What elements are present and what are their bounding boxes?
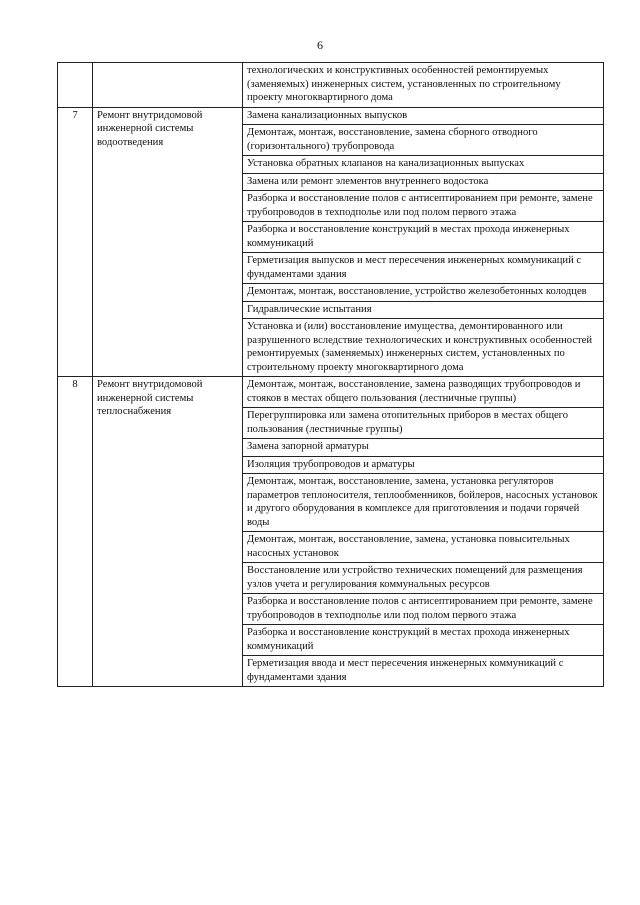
section-title: Ремонт внутридомовой инженерной системы теплоснабжения: [93, 377, 243, 687]
work-item: Разборка и восстановление конструкций в местах прохода инженерных коммуникаций: [243, 625, 604, 656]
work-item: Демонтаж, монтаж, восстановление, замена сборного отводного (горизонтального) трубопровода: [243, 125, 604, 156]
works-table-body: [58, 63, 604, 687]
row-number-cell: [58, 63, 93, 108]
work-item: Герметизация выпусков и мест пересечения инженерных коммуникаций с фундаментами здания: [243, 253, 604, 284]
work-item: Изоляция трубопроводов и арматуры: [243, 456, 604, 474]
table-row: [58, 377, 604, 408]
work-item: Демонтаж, монтаж, восстановление, замена, установка повысительных насосных установок: [243, 532, 604, 563]
section-number: 7: [58, 107, 93, 377]
page-number: 6: [317, 38, 323, 52]
work-item: Восстановление или устройство технических помещений для размещения узлов учета и регулирования коммунальных ресурсов: [243, 563, 604, 594]
work-item: Разборка и восстановление конструкций в местах прохода инженерных коммуникаций: [243, 222, 604, 253]
work-item: Демонтаж, монтаж, восстановление, замена разводящих трубопроводов и стояков в местах общего пользования (лестничные группы): [243, 377, 604, 408]
work-item: Демонтаж, монтаж, восстановление, замена, установка регуляторов параметров теплоносителя, теплообменников, бойлеров, насосных установок и другого оборудования в комплексе для приготовления и подачи горячей воды: [243, 474, 604, 532]
section-title-cell: [93, 63, 243, 108]
work-item: Установка обратных клапанов на канализационных выпусках: [243, 156, 604, 174]
work-item: Замена запорной арматуры: [243, 439, 604, 457]
work-item: Разборка и восстановление полов с антисептированием при ремонте, замене трубопроводов в техподполье или под полом первого этажа: [243, 594, 604, 625]
section-number: 8: [58, 377, 93, 687]
section-title: Ремонт внутридомовой инженерной системы водоотведения: [93, 107, 243, 377]
work-item: Замена или ремонт элементов внутреннего водостока: [243, 173, 604, 191]
table-row-continuation: [58, 63, 604, 108]
work-item: Герметизация ввода и мест пересечения инженерных коммуникаций с фундаментами здания: [243, 656, 604, 687]
work-item: Перегруппировка или замена отопительных приборов в местах общего пользования (лестничные группы): [243, 408, 604, 439]
work-item: Разборка и восстановление полов с антисептированием при ремонте, замене трубопроводов в техподполье или под полом первого этажа: [243, 191, 604, 222]
table-row: [58, 107, 604, 125]
work-item: Установка и (или) восстановление имущества, демонтированного или разрушенного вследствие технологических и конструктивных особенностей ремонтируемых (заменяемых) инженерных систем, установленных по строительному проекту многоквартирного дома: [243, 319, 604, 377]
work-item: Демонтаж, монтаж, восстановление, устройство железобетонных колодцев: [243, 284, 604, 302]
work-item: Гидравлические испытания: [243, 301, 604, 319]
work-cell: технологических и конструктивных особенностей ремонтируемых (заменяемых) инженерных систем, установленных по строительному проекту многоквартирного дома: [243, 63, 604, 108]
work-item: Замена канализационных выпусков: [243, 107, 604, 125]
works-table: [57, 62, 604, 687]
